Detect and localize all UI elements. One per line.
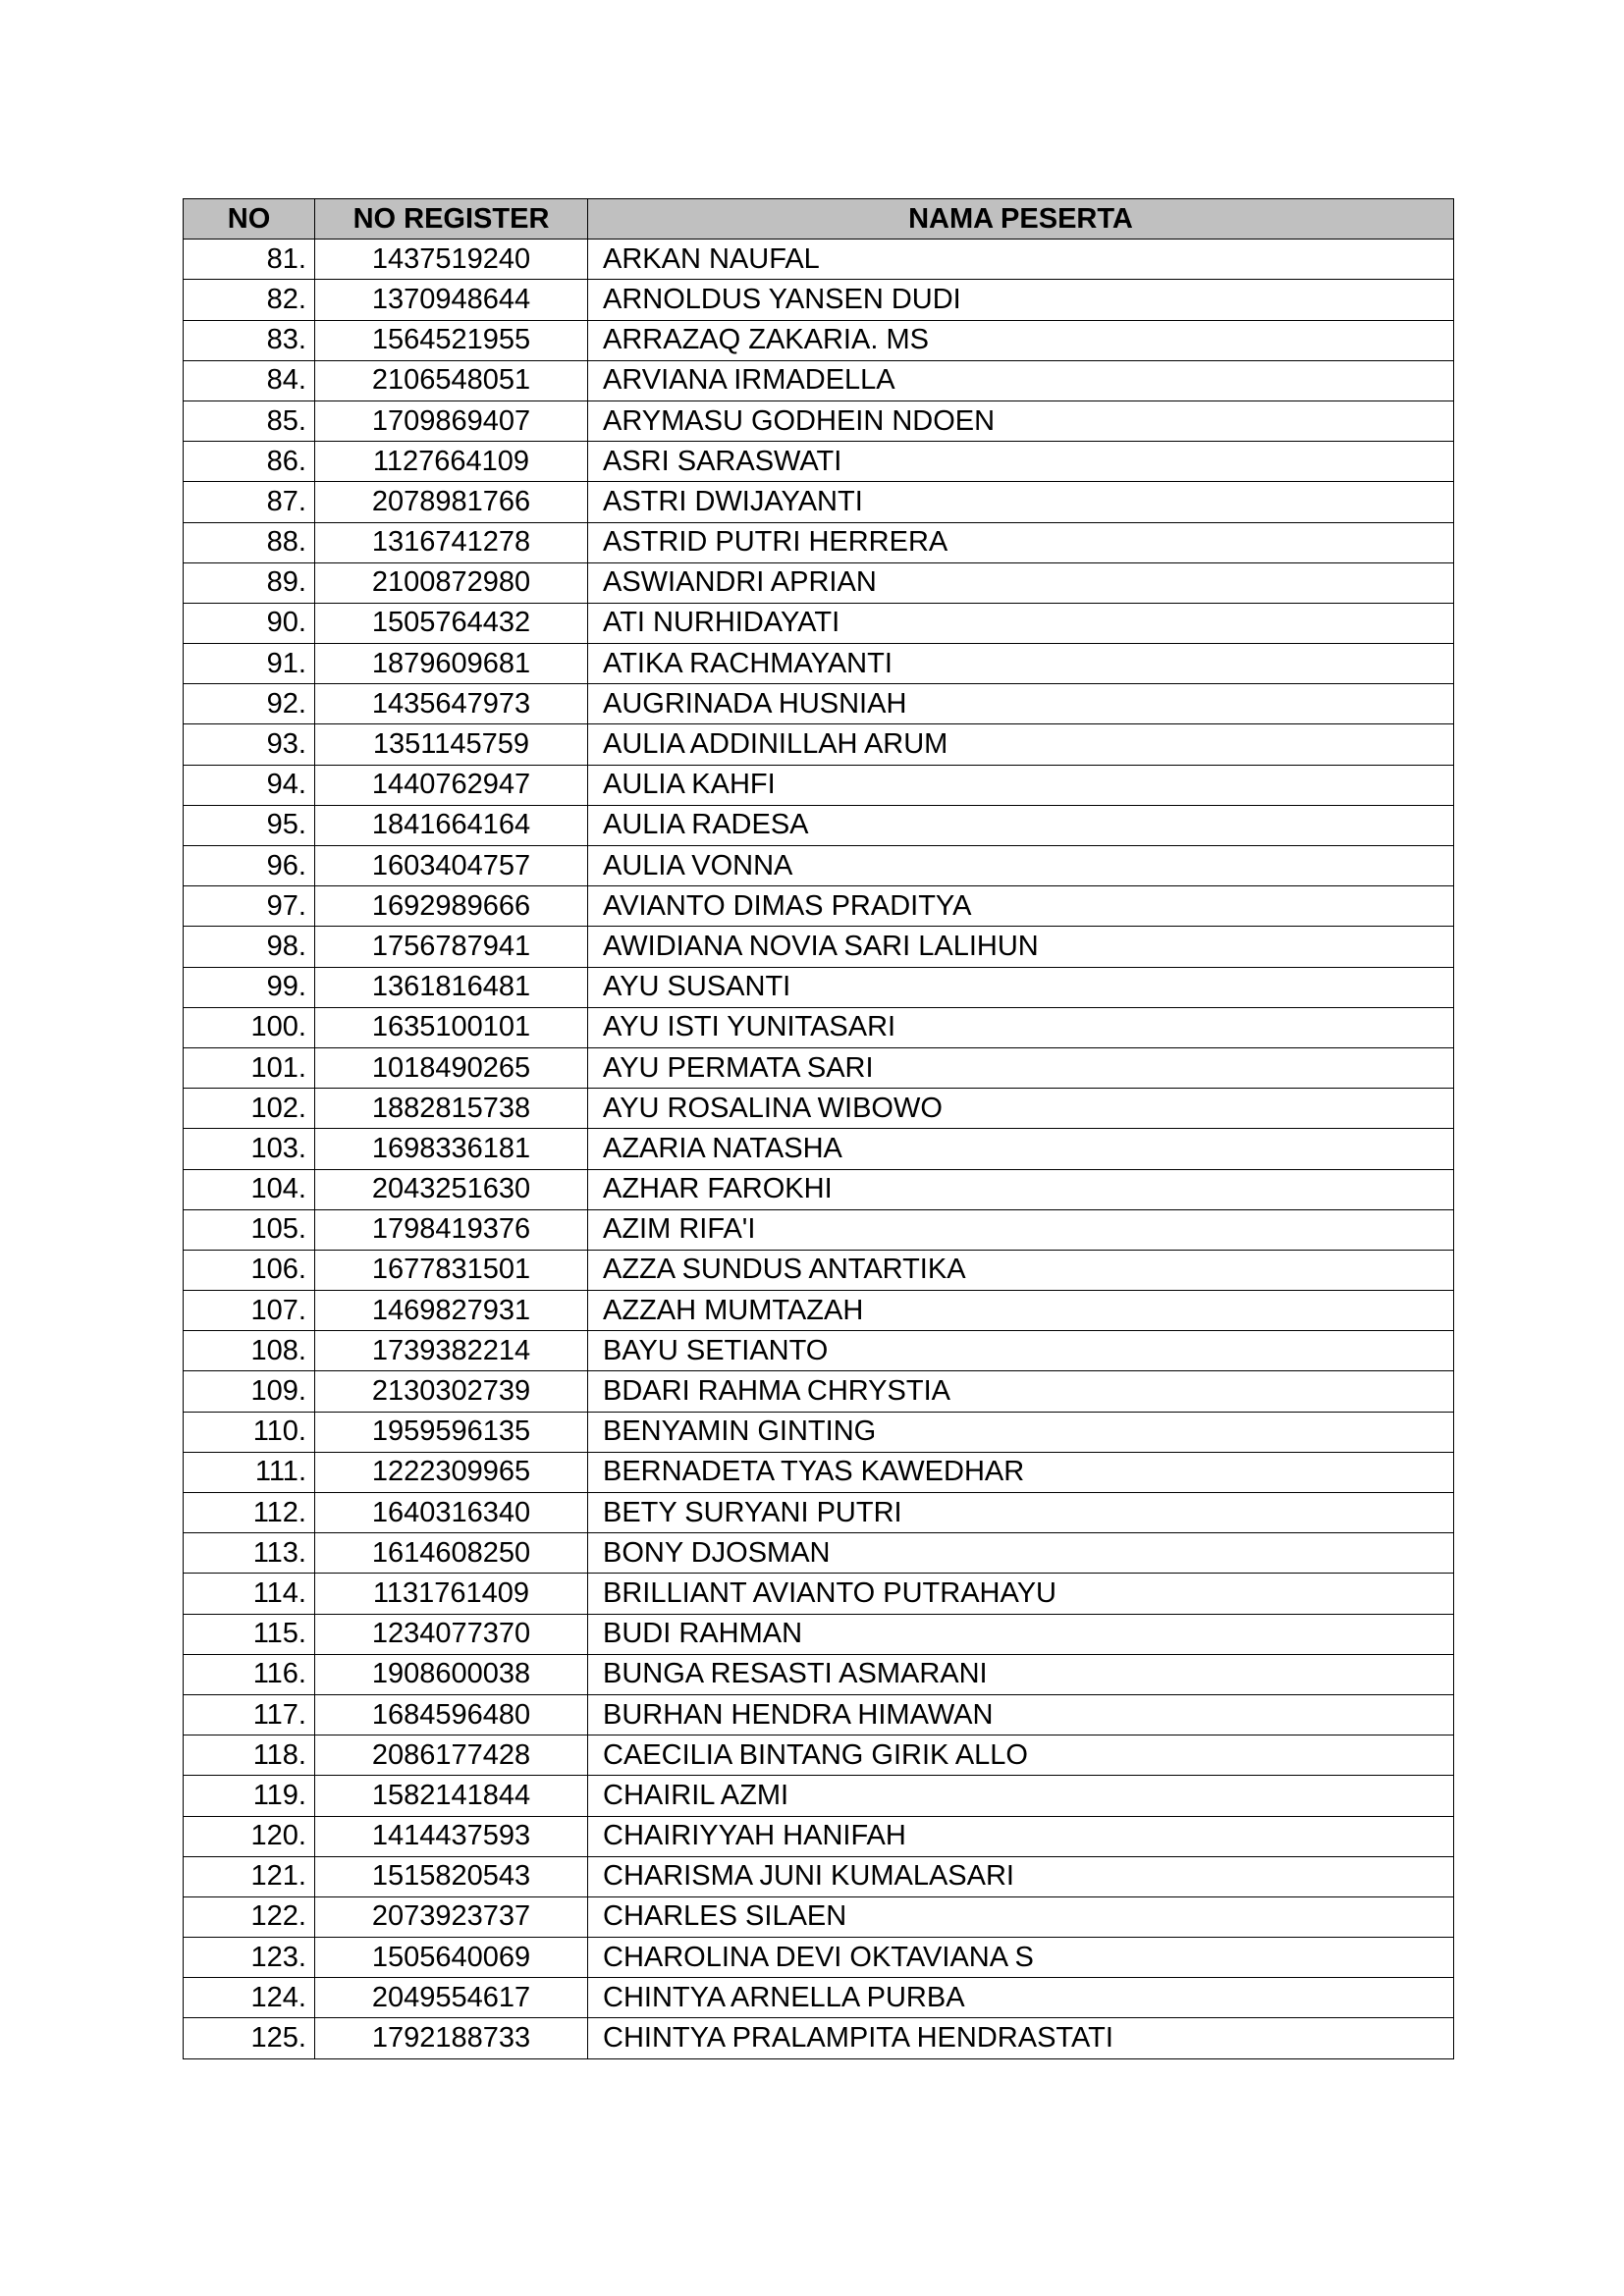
participant-name: CHINTYA PRALAMPITA HENDRASTATI xyxy=(588,2018,1454,2058)
participant-name: CAECILIA BINTANG GIRIK ALLO xyxy=(588,1735,1454,1776)
participant-name: BETY SURYANI PUTRI xyxy=(588,1493,1454,1533)
participant-name: AZZA SUNDUS ANTARTIKA xyxy=(588,1250,1454,1290)
participant-name: BENYAMIN GINTING xyxy=(588,1412,1454,1452)
participant-name: AULIA KAHFI xyxy=(588,765,1454,805)
table-row xyxy=(184,684,1454,724)
register-number: 1879609681 xyxy=(315,644,588,684)
register-number: 1959596135 xyxy=(315,1412,588,1452)
table-row xyxy=(184,1371,1454,1412)
participant-name: CHARISMA JUNI KUMALASARI xyxy=(588,1856,1454,1896)
row-number: 104. xyxy=(184,1169,315,1209)
participant-name: AZHAR FAROKHI xyxy=(588,1169,1454,1209)
participant-name: AYU ROSALINA WIBOWO xyxy=(588,1089,1454,1129)
row-number: 109. xyxy=(184,1371,315,1412)
register-number: 1437519240 xyxy=(315,240,588,280)
register-number: 1582141844 xyxy=(315,1776,588,1816)
register-number: 1370948644 xyxy=(315,280,588,320)
row-number: 125. xyxy=(184,2018,315,2058)
row-number: 107. xyxy=(184,1291,315,1331)
row-number: 116. xyxy=(184,1654,315,1694)
row-number: 96. xyxy=(184,846,315,886)
row-number: 94. xyxy=(184,765,315,805)
participant-name: ARYMASU GODHEIN NDOEN xyxy=(588,400,1454,441)
participant-name: ARVIANA IRMADELLA xyxy=(588,360,1454,400)
table-row xyxy=(184,927,1454,967)
row-number: 98. xyxy=(184,927,315,967)
participant-name: BRILLIANT AVIANTO PUTRAHAYU xyxy=(588,1574,1454,1614)
participant-name: ARKAN NAUFAL xyxy=(588,240,1454,280)
participant-name: BUNGA RESASTI ASMARANI xyxy=(588,1654,1454,1694)
row-number: 118. xyxy=(184,1735,315,1776)
register-number: 1640316340 xyxy=(315,1493,588,1533)
table-row xyxy=(184,1533,1454,1574)
table-row xyxy=(184,1169,1454,1209)
table-row xyxy=(184,1331,1454,1371)
register-number: 1614608250 xyxy=(315,1533,588,1574)
register-number: 1677831501 xyxy=(315,1250,588,1290)
table-row xyxy=(184,1654,1454,1694)
register-number: 1435647973 xyxy=(315,684,588,724)
table-row xyxy=(184,765,1454,805)
table-row xyxy=(184,846,1454,886)
row-number: 122. xyxy=(184,1896,315,1937)
participant-name: ASRI SARASWATI xyxy=(588,442,1454,482)
participant-name: AULIA ADDINILLAH ARUM xyxy=(588,724,1454,765)
row-number: 84. xyxy=(184,360,315,400)
row-number: 100. xyxy=(184,1007,315,1047)
register-number: 1316741278 xyxy=(315,522,588,562)
row-number: 102. xyxy=(184,1089,315,1129)
table-row xyxy=(184,886,1454,927)
register-number: 1505764432 xyxy=(315,603,588,643)
participant-name: ASTRID PUTRI HERRERA xyxy=(588,522,1454,562)
register-number: 1709869407 xyxy=(315,400,588,441)
row-number: 106. xyxy=(184,1250,315,1290)
table-row xyxy=(184,1452,1454,1492)
row-number: 95. xyxy=(184,805,315,845)
header-register: NO REGISTER xyxy=(315,199,588,240)
row-number: 88. xyxy=(184,522,315,562)
register-number: 1564521955 xyxy=(315,320,588,360)
table-row xyxy=(184,1978,1454,2018)
header-name: NAMA PESERTA xyxy=(588,199,1454,240)
register-number: 1756787941 xyxy=(315,927,588,967)
participant-table xyxy=(183,198,1454,2059)
row-number: 91. xyxy=(184,644,315,684)
participant-name: CHINTYA ARNELLA PURBA xyxy=(588,1978,1454,2018)
table-row xyxy=(184,1209,1454,1250)
row-number: 87. xyxy=(184,482,315,522)
participant-name: ATI NURHIDAYATI xyxy=(588,603,1454,643)
participant-name: AYU SUSANTI xyxy=(588,967,1454,1007)
register-number: 1469827931 xyxy=(315,1291,588,1331)
row-number: 124. xyxy=(184,1978,315,2018)
row-number: 108. xyxy=(184,1331,315,1371)
participant-name: BDARI RAHMA CHRYSTIA xyxy=(588,1371,1454,1412)
participant-name: AULIA RADESA xyxy=(588,805,1454,845)
register-number: 1414437593 xyxy=(315,1816,588,1856)
table-row xyxy=(184,240,1454,280)
participant-name: CHARLES SILAEN xyxy=(588,1896,1454,1937)
row-number: 83. xyxy=(184,320,315,360)
register-number: 2043251630 xyxy=(315,1169,588,1209)
table-row xyxy=(184,1938,1454,1978)
row-number: 93. xyxy=(184,724,315,765)
register-number: 1635100101 xyxy=(315,1007,588,1047)
row-number: 85. xyxy=(184,400,315,441)
table-row xyxy=(184,482,1454,522)
register-number: 1603404757 xyxy=(315,846,588,886)
register-number: 2073923737 xyxy=(315,1896,588,1937)
row-number: 121. xyxy=(184,1856,315,1896)
table-row xyxy=(184,400,1454,441)
register-number: 1739382214 xyxy=(315,1331,588,1371)
participant-name: BURHAN HENDRA HIMAWAN xyxy=(588,1694,1454,1735)
table-row xyxy=(184,1047,1454,1088)
register-number: 1127664109 xyxy=(315,442,588,482)
table-row xyxy=(184,1129,1454,1169)
table-row xyxy=(184,1089,1454,1129)
table-row xyxy=(184,360,1454,400)
participant-name: BERNADETA TYAS KAWEDHAR xyxy=(588,1452,1454,1492)
participant-name: ASTRI DWIJAYANTI xyxy=(588,482,1454,522)
row-number: 86. xyxy=(184,442,315,482)
register-number: 1515820543 xyxy=(315,1856,588,1896)
participant-name: AUGRINADA HUSNIAH xyxy=(588,684,1454,724)
participant-name: BONY DJOSMAN xyxy=(588,1533,1454,1574)
register-number: 1222309965 xyxy=(315,1452,588,1492)
register-number: 1361816481 xyxy=(315,967,588,1007)
register-number: 2130302739 xyxy=(315,1371,588,1412)
row-number: 115. xyxy=(184,1614,315,1654)
row-number: 119. xyxy=(184,1776,315,1816)
participant-name: CHAROLINA DEVI OKTAVIANA S xyxy=(588,1938,1454,1978)
table-row xyxy=(184,280,1454,320)
table-row xyxy=(184,1007,1454,1047)
participant-name: BUDI RAHMAN xyxy=(588,1614,1454,1654)
register-number: 2106548051 xyxy=(315,360,588,400)
table-row xyxy=(184,1614,1454,1654)
participant-name: AWIDIANA NOVIA SARI LALIHUN xyxy=(588,927,1454,967)
table-row xyxy=(184,724,1454,765)
row-number: 114. xyxy=(184,1574,315,1614)
participant-name: ASWIANDRI APRIAN xyxy=(588,562,1454,603)
table-row xyxy=(184,1493,1454,1533)
row-number: 103. xyxy=(184,1129,315,1169)
table-row xyxy=(184,2018,1454,2058)
participant-name: AVIANTO DIMAS PRADITYA xyxy=(588,886,1454,927)
register-number: 1505640069 xyxy=(315,1938,588,1978)
participant-name: ARNOLDUS YANSEN DUDI xyxy=(588,280,1454,320)
register-number: 1798419376 xyxy=(315,1209,588,1250)
table-row xyxy=(184,320,1454,360)
table-row xyxy=(184,805,1454,845)
table-body xyxy=(184,240,1454,2058)
row-number: 110. xyxy=(184,1412,315,1452)
participant-name: AYU ISTI YUNITASARI xyxy=(588,1007,1454,1047)
row-number: 89. xyxy=(184,562,315,603)
register-number: 2078981766 xyxy=(315,482,588,522)
register-number: 1234077370 xyxy=(315,1614,588,1654)
table-row xyxy=(184,967,1454,1007)
participant-name: AZARIA NATASHA xyxy=(588,1129,1454,1169)
register-number: 1692989666 xyxy=(315,886,588,927)
row-number: 101. xyxy=(184,1047,315,1088)
table-row xyxy=(184,522,1454,562)
table-row xyxy=(184,442,1454,482)
register-number: 1351145759 xyxy=(315,724,588,765)
table-row xyxy=(184,1896,1454,1937)
table-row xyxy=(184,1735,1454,1776)
participant-name: AZZAH MUMTAZAH xyxy=(588,1291,1454,1331)
row-number: 97. xyxy=(184,886,315,927)
register-number: 1018490265 xyxy=(315,1047,588,1088)
register-number: 1684596480 xyxy=(315,1694,588,1735)
row-number: 81. xyxy=(184,240,315,280)
table-row xyxy=(184,1856,1454,1896)
table-row xyxy=(184,603,1454,643)
table-row xyxy=(184,1250,1454,1290)
table-row xyxy=(184,1694,1454,1735)
register-number: 1440762947 xyxy=(315,765,588,805)
row-number: 99. xyxy=(184,967,315,1007)
table-row xyxy=(184,1291,1454,1331)
row-number: 82. xyxy=(184,280,315,320)
participant-name: BAYU SETIANTO xyxy=(588,1331,1454,1371)
register-number: 1841664164 xyxy=(315,805,588,845)
row-number: 117. xyxy=(184,1694,315,1735)
table-header-row xyxy=(184,199,1454,240)
row-number: 105. xyxy=(184,1209,315,1250)
table-row xyxy=(184,562,1454,603)
participant-name: AYU PERMATA SARI xyxy=(588,1047,1454,1088)
register-number: 2049554617 xyxy=(315,1978,588,2018)
row-number: 112. xyxy=(184,1493,315,1533)
table-row xyxy=(184,1776,1454,1816)
row-number: 113. xyxy=(184,1533,315,1574)
participant-name: AULIA VONNA xyxy=(588,846,1454,886)
register-number: 2086177428 xyxy=(315,1735,588,1776)
participant-name: ATIKA RACHMAYANTI xyxy=(588,644,1454,684)
register-number: 1792188733 xyxy=(315,2018,588,2058)
row-number: 90. xyxy=(184,603,315,643)
table-row xyxy=(184,1574,1454,1614)
header-no: NO xyxy=(184,199,315,240)
table-row xyxy=(184,1412,1454,1452)
row-number: 111. xyxy=(184,1452,315,1492)
participant-name: AZIM RIFA'I xyxy=(588,1209,1454,1250)
row-number: 123. xyxy=(184,1938,315,1978)
row-number: 120. xyxy=(184,1816,315,1856)
register-number: 1698336181 xyxy=(315,1129,588,1169)
participant-name: CHAIRIYYAH HANIFAH xyxy=(588,1816,1454,1856)
register-number: 1908600038 xyxy=(315,1654,588,1694)
register-number: 1882815738 xyxy=(315,1089,588,1129)
participant-name: ARRAZAQ ZAKARIA. MS xyxy=(588,320,1454,360)
register-number: 2100872980 xyxy=(315,562,588,603)
participant-name: CHAIRIL AZMI xyxy=(588,1776,1454,1816)
register-number: 1131761409 xyxy=(315,1574,588,1614)
row-number: 92. xyxy=(184,684,315,724)
table-row xyxy=(184,1816,1454,1856)
table-row xyxy=(184,644,1454,684)
